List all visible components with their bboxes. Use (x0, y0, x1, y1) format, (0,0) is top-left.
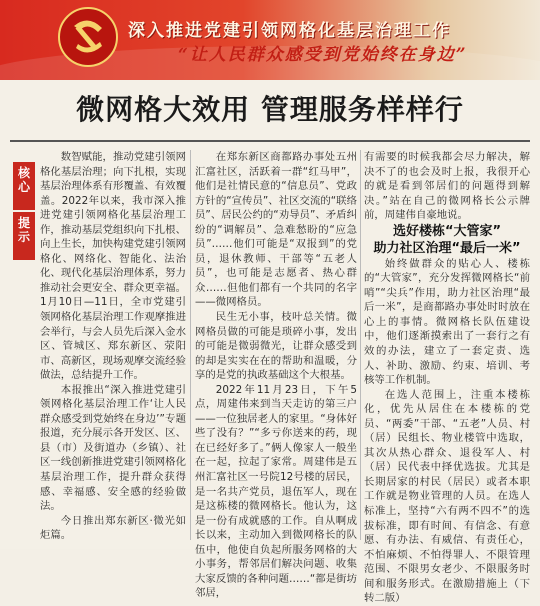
article-column-2 (195, 150, 357, 601)
core-tip-char: 心 (17, 180, 30, 194)
body-paragraph: 在郑东新区商都路办事处五州汇富社区，活跃着一群“红马甲”，他们是社情民意的“信息员”、党政方针的“宣传员”、社区交流的“联络员”、居民公约的“劝导员”、矛盾纠纷的“调解员”、急难愁盼的“应急员”……他们可能是“双报到”的党员，退休教师、干部等“五老人员”，也可能是志愿者、热心群众……但他们都有一个共同的名字——微网格员。 (195, 151, 357, 309)
banner-title-line2: “让人民群众感受到党始终在身边” (178, 45, 468, 65)
core-tip-char: 示 (17, 230, 30, 244)
body-paragraph: 民生无小事，枝叶总关情。微网格员做的可能是琐碎小事，发出的可能是微弱微光，让群众感受到的却是实实在在的帮助和温暖，分享的是党的执政基础这个大根基。 (195, 311, 357, 382)
core-tip-char: 核 (17, 166, 30, 180)
core-tip-char: 提 (17, 216, 30, 230)
article-headline: 微网格大效用 管理服务样样行 (76, 93, 464, 126)
header-banner (0, 0, 540, 80)
body-paragraph: 始终做群众的贴心人、楼栋的“大管家”，充分发挥微网格长“前哨”“尖兵”作用，助力社区治理“最后一米”，是商都路办事处时时放在心上的事情。微网格长队伍建设中，他们逐渐摸索出了一套行之有效的办法，建立了一套定责、选人、补助、激励、约束、培训、考核等工作机制。 (364, 257, 530, 387)
intro-paragraph: 本报推出“深入推进党建引领网格化基层治理工作‘让人民群众感受到党始终在身边’”专题报道，充分展示各开发区、区、县（市）及街道办（乡镇）、社区一线创新推进党建引领网格化基层治理工作，提升群众获得感、幸福感、安全感的经验做法。 (40, 383, 186, 513)
intro-paragraph: 今日推出郑东新区·微光如炬篇。 (40, 514, 186, 542)
intro-paragraph: 数智赋能，推动党建引领网格化基层治理；向下扎根，实现基层治理体系有形覆盖、有效覆盖。2022年以来，我市深入推进党建引领网格化基层治理工作，推动基层党组织向下扎根、向上生长，加快构建党建引领网格化、网络化、智能化、法治化、现代化基层治理体系，努力推动社会更安全、群众更幸福。1月10日—11日，全市党建引领网格化基层治理工作观摩推进会举行，与会人员先后深入金水区、管城区、郑东新区、荥阳市、高新区，现场观摩交流经验做法，总结提升工作。 (40, 151, 186, 382)
column-divider (360, 150, 361, 540)
party-emblem-icon (58, 6, 118, 68)
section-subheading: 选好楼栋“大管家” 助力社区治理“最后一米” (373, 223, 521, 256)
column-divider (190, 150, 191, 540)
body-paragraph: 2022年11月23日，下午5点，周建伟来到当天走访的第三户——一位独居老人的家里。“身体好些了没有？”“多亏你送来的药，现在已经好多了。”俩人像家人一般坐在一起，拉起了家常。周建伟是五州汇富社区一号院12号楼的居民，是一名共产党员，退伍军人，现在是这栋楼的微网格长。他认为，这是一份有成就感的工作。自从啊成长以来，主动加入到微网格长的队伍中，他使自负起所服务网格的大小事务，帮邻居们解决问题、收集大家反馈的各种问题……“都是街坊邻居， (195, 383, 357, 600)
core-tip-tag-lower (13, 212, 35, 260)
banner-title-line1: 深入推进党建引领网格化基层治理工作 (128, 21, 451, 41)
article-column-3 (364, 150, 530, 606)
intro-column (40, 150, 186, 543)
body-paragraph: 有需要的时候我都会尽力解决，解决不了的也会及时上报，我很开心的就是看到邻居们的问题得到解决。”站在自己的微网格长公示牌前，周建伟自豪地说。 (364, 151, 530, 222)
headline-divider (10, 140, 530, 142)
body-paragraph: 在选人范围上，注重本楼栋化，优先从居住在本楼栋的党员、“两委”干部、“五老”人员、村（居）民组长、物业楼管中选取，其次从热心群众、退役军人、村（居）民代表中择优选拔。尤其是长期居家的村民（居民）或者本职工作就是物业管理的人员。在选人标准上，坚持“六有两不四不”的选拔标准，即有时间、有信念、有意愿、有办法、有威信、有责任心，不怕麻烦、不怕得罪人、不限管理范围、不限男女老少、不限服务时间和服务形式。在激励措施上（下转二版） (364, 388, 530, 605)
core-tip-tag (13, 162, 35, 210)
